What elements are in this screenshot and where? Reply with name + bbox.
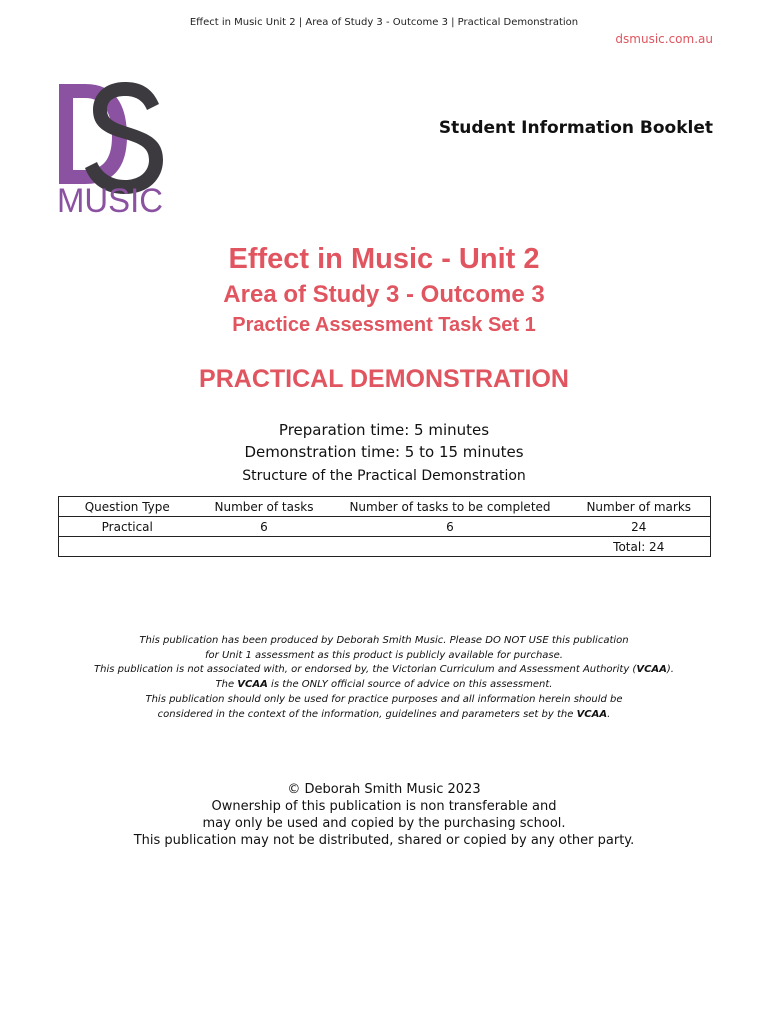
table-total-row bbox=[59, 537, 711, 557]
main-title: Effect in Music - Unit 2 bbox=[228, 243, 540, 275]
vcaa-abbrev: VCAA bbox=[237, 679, 268, 691]
disclaimer-line: This publication is not associated with, or endorsed by, the Victorian Curriculum and Assessment Authority (VCAA). bbox=[94, 664, 674, 676]
header-number-of-marks: Number of marks bbox=[568, 497, 711, 517]
total-marks: Total: 24 bbox=[568, 537, 711, 557]
total-empty-cell bbox=[196, 537, 333, 557]
disclaimer-line: considered in the context of the information, guidelines and parameters set by the VCAA. bbox=[157, 708, 611, 720]
header-question-type: Question Type bbox=[59, 497, 196, 517]
logo-word: MUSIC bbox=[57, 182, 163, 218]
total-empty-cell bbox=[59, 537, 196, 557]
copyright-line: may only be used and copied by the purchasing school. bbox=[202, 816, 566, 831]
disclaimer bbox=[0, 634, 768, 722]
table-header-row bbox=[59, 497, 711, 517]
copyright-block bbox=[0, 781, 768, 849]
cell-number-of-marks: 24 bbox=[568, 517, 711, 537]
task-set-title: Practice Assessment Task Set 1 bbox=[232, 314, 536, 336]
disclaimer-line: for Unit 1 assessment as this product is publicly available for purchase. bbox=[205, 649, 563, 661]
disclaimer-line: This publication has been produced by Deborah Smith Music. Please DO NOT USE this publication bbox=[139, 635, 629, 646]
copyright-line: © Deborah Smith Music 2023 bbox=[287, 782, 481, 797]
cell-question-type: Practical bbox=[59, 517, 196, 537]
disclaimer-line: This publication should only be used for practice purposes and all information herein should be bbox=[145, 693, 623, 705]
copyright-line: Ownership of this publication is non transferable and bbox=[211, 799, 557, 814]
vcaa-abbrev: VCAA bbox=[636, 664, 667, 676]
site-link[interactable]: dsmusic.com.au bbox=[615, 32, 713, 46]
logo-letter-s bbox=[85, 82, 163, 194]
preparation-time: Preparation time: 5 minutes bbox=[278, 421, 490, 439]
header-tasks-to-complete: Number of tasks to be completed bbox=[333, 497, 568, 517]
task-structure-table bbox=[58, 496, 711, 557]
demonstration-time: Demonstration time: 5 to 15 minutes bbox=[244, 443, 524, 461]
ds-music-logo bbox=[55, 78, 167, 218]
vcaa-abbrev: VCAA bbox=[576, 708, 608, 720]
running-header: Effect in Music Unit 2 | Area of Study 3 - Outcome 3 | Practical Demonstration bbox=[189, 17, 579, 28]
header-number-of-tasks: Number of tasks bbox=[196, 497, 333, 517]
area-title: Area of Study 3 - Outcome 3 bbox=[223, 281, 545, 308]
booklet-label: Student Information Booklet bbox=[438, 118, 713, 138]
copyright-line: This publication may not be distributed, shared or copied by any other party. bbox=[133, 833, 635, 848]
disclaimer-line: The VCAA is the ONLY official source of advice on this assessment. bbox=[215, 679, 553, 691]
cell-tasks-to-complete: 6 bbox=[333, 517, 568, 537]
structure-heading: Structure of the Practical Demonstration bbox=[242, 468, 526, 484]
table-row bbox=[59, 517, 711, 537]
demonstration-title: PRACTICAL DEMONSTRATION bbox=[199, 365, 569, 393]
total-empty-cell bbox=[333, 537, 568, 557]
cell-number-of-tasks: 6 bbox=[196, 517, 333, 537]
